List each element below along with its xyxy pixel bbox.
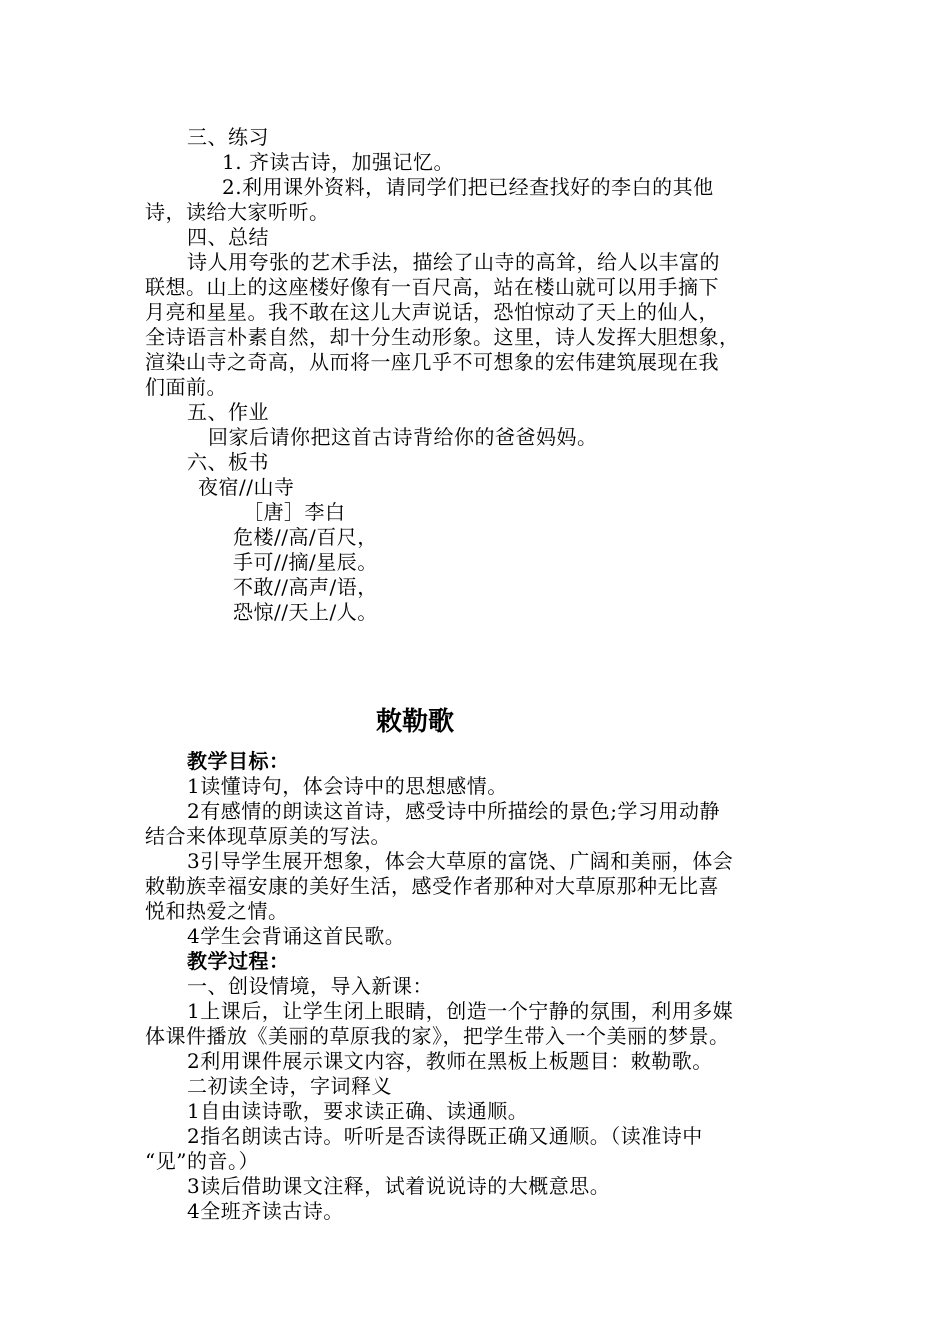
section5-heading: 五、作业 (187, 400, 269, 424)
step1-heading: 一、创设情境，导入新课： (187, 974, 433, 998)
summary-line-6: 们面前。 (145, 375, 227, 399)
goal-2-line1: 2有感情的朗读这首诗，感受诗中所描绘的景色;学习用动静 (187, 799, 720, 823)
goal-4: 4学生会背诵这首民歌。 (187, 924, 406, 948)
board-line-4: 恐惊//天上/人。 (233, 600, 378, 624)
goal-3-line1: 3引导学生展开想象，体会大草原的富饶、广阔和美丽，体会 (187, 849, 734, 873)
step2-item1: 1自由读诗歌，要求读正确、读通顺。 (187, 1099, 529, 1123)
exercise-2-line1: 2.利用课外资料，请同学们把已经查找好的李白的其他 (222, 175, 714, 199)
summary-line-1: 诗人用夸张的艺术手法，描绘了山寺的高耸，给人以丰富的 (187, 250, 720, 274)
summary-line-3: 月亮和星星。我不敢在这儿大声说话，恐怕惊动了天上的仙人， (145, 300, 719, 324)
summary-line-4: 全诗语言朴素自然，却十分生动形象。这里，诗人发挥大胆想象， (145, 325, 740, 349)
process-heading: 教学过程： (187, 949, 290, 973)
board-line-2: 手可//摘/星辰。 (233, 550, 378, 574)
board-title: 夜宿//山寺 (198, 475, 295, 499)
goals-heading: 教学目标： (187, 749, 290, 773)
step1-item1-line1: 1上课后，让学生闭上眼睛，创造一个宁静的氛围，利用多媒 (187, 999, 734, 1023)
board-author: ［唐］李白 (243, 500, 346, 524)
step1-item1-line2: 体课件播放《美丽的草原我的家》，把学生带入一个美丽的梦景。 (145, 1024, 730, 1048)
board-line-3: 不敢//高声/语， (233, 575, 378, 599)
goal-3-line3: 悦和热爱之情。 (145, 899, 289, 923)
step2-item4: 4全班齐读古诗。 (187, 1199, 344, 1223)
goal-1: 1读懂诗句，体会诗中的思想感情。 (187, 774, 508, 798)
homework-text: 回家后请你把这首古诗背给你的爸爸妈妈。 (208, 425, 598, 449)
goal-3-line2: 敕勒族幸福安康的美好生活，感受作者那种对大草原那种无比喜 (145, 874, 719, 898)
step2-item2-line2: “见”的音。） (145, 1149, 259, 1173)
section3-heading: 三、练习 (187, 125, 269, 149)
summary-line-2: 联想。山上的这座楼好像有一百尺高，站在楼山就可以用手摘下 (145, 275, 719, 299)
section6-heading: 六、板书 (187, 450, 269, 474)
board-line-1: 危楼//高/百尺， (233, 525, 378, 549)
exercise-2-line2: 诗，读给大家听听。 (145, 200, 330, 224)
summary-line-5: 渲染山寺之奇高，从而将一座几乎不可想象的宏伟建筑展现在我 (145, 350, 719, 374)
step2-item3: 3读后借助课文注释，试着说说诗的大概意思。 (187, 1174, 611, 1198)
poem-title: 敕勒歌 (375, 707, 454, 737)
section4-heading: 四、总结 (187, 225, 269, 249)
exercise-1: 1. 齐读古诗，加强记忆。 (222, 150, 454, 174)
goal-2-line2: 结合来体现草原美的写法。 (145, 824, 391, 848)
step2-item2-line1: 2指名朗读古诗。听听是否读得既正确又通顺。（读准诗中 (187, 1124, 703, 1148)
step1-item2: 2利用课件展示课文内容，教师在黑板上板题目：敕勒歌。 (187, 1049, 713, 1073)
step2-heading: 二初读全诗，字词释义 (187, 1074, 392, 1098)
